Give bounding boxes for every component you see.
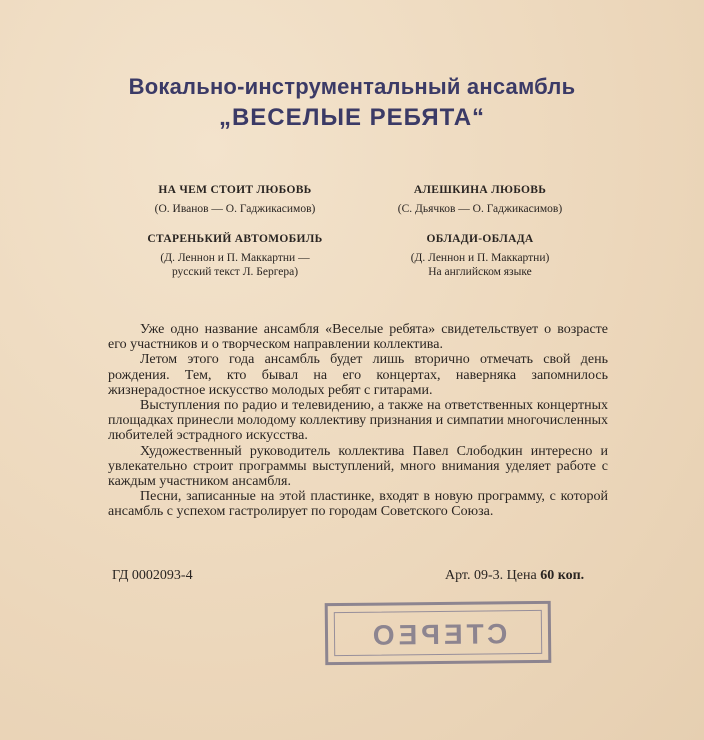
song-credit <box>130 251 340 279</box>
annotation-paragraph: Художественный руководитель коллектива Павел Слободкин интересно и увлекательно строит программы выступлений, много внимания уделяет работе с каждым участником ансамбля. <box>108 443 608 490</box>
song-title: ОБЛАДИ-ОБЛАДА <box>426 233 534 245</box>
song-credit-line: (С. Дьячков — О. Гаджикасимов) <box>397 203 563 215</box>
song-credit <box>130 202 340 216</box>
song-credit <box>370 251 590 279</box>
annotation-paragraph: Песни, записанные на этой пластинке, входят в новую программу, с которой ансамбль с успехом гастролирует по городам Советского Союза. <box>108 489 608 520</box>
catalog-number: ГД 0002093-4 <box>112 568 193 583</box>
song-credit-line: (Д. Леннон и П. Маккартни) <box>410 252 550 264</box>
annotation-paragraph: Уже одно название ансамбля «Веселые ребята» свидетельствует о возрасте его участников и о творческом направлении коллектива. <box>108 322 608 353</box>
song-title: СТАРЕНЬКИЙ АВТОМОБИЛЬ <box>147 233 323 245</box>
song-1 <box>130 184 340 216</box>
song-4 <box>370 233 590 279</box>
song-credit-line: (Д. Леннон и П. Маккартни — <box>160 252 310 264</box>
song-credit-line: На английском языке <box>428 266 532 278</box>
album-title-line2: „ВЕСЕЛЫЕ РЕБЯТА“ <box>218 104 486 131</box>
stereo-stamp <box>325 601 552 665</box>
annotation-paragraph: Летом этого года ансамбль будет лишь вторично отмечать свой день рождения. Тем, кто бывал на его концертах, наверняка запомнилось жизнерадостное искусство молодых ребят с гитарами. <box>108 352 608 398</box>
price-value: 60 коп. <box>540 568 585 583</box>
song-3 <box>130 233 340 279</box>
album-title-line1: Вокально-инструментальный ансамбль <box>128 74 576 99</box>
song-2 <box>370 184 590 216</box>
song-credit <box>370 202 590 216</box>
price-prefix: Арт. 09-3. Цена <box>445 568 537 583</box>
song-credit-line: (О. Иванов — О. Гаджикасимов) <box>154 203 316 215</box>
annotation-text <box>108 322 608 520</box>
song-credit-line: русский текст Л. Бергера) <box>171 266 299 278</box>
price <box>445 568 584 584</box>
stamp-text: СТЕРЕО <box>368 618 508 651</box>
annotation-paragraph: Выступления по радио и телевидению, а также на ответственных концертных площадках принесли молодому коллективу признания и симпатии многочисленных любителей эстрадного искусства. <box>108 398 608 444</box>
song-title: НА ЧЕМ СТОИТ ЛЮБОВЬ <box>158 184 312 196</box>
song-title: АЛЕШКИНА ЛЮБОВЬ <box>413 184 547 196</box>
